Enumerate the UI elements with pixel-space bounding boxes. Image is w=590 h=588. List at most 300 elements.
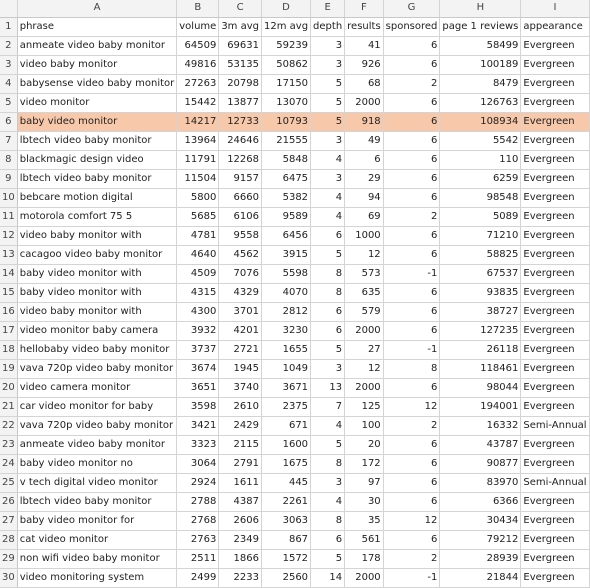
cell-g[interactable]: 2 [383,549,440,568]
cell-g[interactable]: 6 [383,150,440,169]
cell-h[interactable]: 16332 [440,416,521,435]
cell-d[interactable]: 1675 [262,454,311,473]
cell-e[interactable]: 8 [311,283,345,302]
cell-i[interactable]: Evergreen [521,245,589,264]
cell-f[interactable]: 20 [345,435,384,454]
cell-c[interactable]: 2721 [219,340,262,359]
cell-e[interactable]: 4 [311,416,345,435]
cell-h[interactable]: 5089 [440,207,521,226]
cell-i[interactable]: Evergreen [521,454,589,473]
cell-a[interactable]: babysense video baby monitor [17,74,177,93]
cell-b[interactable]: 4300 [177,302,219,321]
column-header-b[interactable]: B [177,0,219,17]
cell-c[interactable]: 2429 [219,416,262,435]
cell-i[interactable]: Evergreen [521,492,589,511]
cell-h[interactable]: 5542 [440,131,521,150]
row-number[interactable]: 24 [0,454,17,473]
cell-a[interactable]: baby video monitor with [17,264,177,283]
cell-h[interactable]: 79212 [440,530,521,549]
cell-e[interactable]: 3 [311,169,345,188]
cell-a[interactable]: video monitor [17,93,177,112]
cell-a[interactable]: video baby monitor with [17,226,177,245]
cell-f[interactable]: 69 [345,207,384,226]
cell-f[interactable]: 49 [345,131,384,150]
cell-f[interactable]: 6 [345,150,384,169]
cell-h[interactable]: 6259 [440,169,521,188]
cell-d[interactable]: 5848 [262,150,311,169]
cell-c[interactable]: 24646 [219,131,262,150]
cell-i[interactable]: Evergreen [521,283,589,302]
cell-d[interactable]: 3230 [262,321,311,340]
cell-g[interactable]: 6 [383,112,440,131]
row-number[interactable]: 22 [0,416,17,435]
cell-c[interactable]: 9157 [219,169,262,188]
cell-g[interactable]: 2 [383,74,440,93]
cell-e[interactable]: 6 [311,530,345,549]
cell-c[interactable]: 2791 [219,454,262,473]
cell-i[interactable]: Evergreen [521,549,589,568]
cell-a[interactable]: video baby monitor [17,55,177,74]
cell-i[interactable]: Semi-Annual [521,473,589,492]
cell-d[interactable]: 59239 [262,36,311,55]
cell-c[interactable]: 4329 [219,283,262,302]
cell-c[interactable]: 3701 [219,302,262,321]
cell-g[interactable]: -1 [383,340,440,359]
cell-c[interactable]: 3740 [219,378,262,397]
cell-f[interactable]: 2000 [345,93,384,112]
cell-f[interactable]: 35 [345,511,384,530]
cell-b[interactable]: 11504 [177,169,219,188]
cell-c[interactable]: 6660 [219,188,262,207]
cell-h[interactable]: 6366 [440,492,521,511]
cell-d[interactable]: 6456 [262,226,311,245]
cell-i[interactable]: Evergreen [521,321,589,340]
cell-c[interactable]: 9558 [219,226,262,245]
cell-a[interactable]: car video monitor for baby [17,397,177,416]
select-all-corner[interactable] [0,0,17,17]
cell-c[interactable]: 2610 [219,397,262,416]
cell-g[interactable]: 6 [383,321,440,340]
cell-f[interactable]: 68 [345,74,384,93]
cell-a[interactable]: baby video monitor with [17,283,177,302]
cell-a[interactable]: non wifi video baby monitor [17,549,177,568]
cell-d[interactable]: 50862 [262,55,311,74]
cell-a[interactable]: video monitor baby camera [17,321,177,340]
cell-d[interactable]: 13070 [262,93,311,112]
cell-c[interactable]: 2233 [219,568,262,587]
cell-g[interactable]: 6 [383,530,440,549]
cell-a[interactable]: baby video monitor [17,112,177,131]
cell-i[interactable]: Evergreen [521,264,589,283]
column-header-c[interactable]: C [219,0,262,17]
cell-b[interactable]: 5685 [177,207,219,226]
column-header-a[interactable]: A [17,0,177,17]
cell-c[interactable]: 6106 [219,207,262,226]
cell-e[interactable]: 3 [311,36,345,55]
cell-h[interactable]: 58825 [440,245,521,264]
row-number[interactable]: 1 [0,17,17,36]
cell-b[interactable]: 3064 [177,454,219,473]
row-number[interactable]: 17 [0,321,17,340]
cell-b[interactable]: 2924 [177,473,219,492]
cell-g[interactable]: 6 [383,36,440,55]
row-number[interactable]: 15 [0,283,17,302]
cell-h[interactable]: 67537 [440,264,521,283]
cell-e[interactable]: 5 [311,245,345,264]
cell-i[interactable]: Evergreen [521,568,589,587]
cell-e[interactable]: 5 [311,435,345,454]
cell-header-sponsored[interactable]: sponsored [383,17,440,36]
cell-e[interactable]: 14 [311,568,345,587]
cell-e[interactable]: 3 [311,359,345,378]
cell-b[interactable]: 3737 [177,340,219,359]
cell-c[interactable]: 53135 [219,55,262,74]
cell-i[interactable]: Evergreen [521,74,589,93]
cell-i[interactable]: Semi-Annual [521,416,589,435]
cell-h[interactable]: 100189 [440,55,521,74]
cell-a[interactable]: anmeate video baby monitor [17,435,177,454]
cell-f[interactable]: 579 [345,302,384,321]
cell-g[interactable]: 2 [383,207,440,226]
cell-h[interactable]: 38727 [440,302,521,321]
cell-i[interactable]: Evergreen [521,435,589,454]
column-header-d[interactable]: D [262,0,311,17]
cell-e[interactable]: 13 [311,378,345,397]
cell-a[interactable]: cat video monitor [17,530,177,549]
cell-a[interactable]: bebcare motion digital [17,188,177,207]
cell-i[interactable]: Evergreen [521,188,589,207]
cell-c[interactable]: 13877 [219,93,262,112]
cell-d[interactable]: 1049 [262,359,311,378]
cell-g[interactable]: 6 [383,226,440,245]
row-number[interactable]: 11 [0,207,17,226]
row-number[interactable]: 6 [0,112,17,131]
cell-f[interactable]: 27 [345,340,384,359]
cell-d[interactable]: 9589 [262,207,311,226]
cell-e[interactable]: 4 [311,188,345,207]
cell-e[interactable]: 6 [311,321,345,340]
cell-c[interactable]: 2115 [219,435,262,454]
cell-h[interactable]: 110 [440,150,521,169]
cell-h[interactable]: 126763 [440,93,521,112]
cell-header-page-1-reviews[interactable]: page 1 reviews [440,17,521,36]
cell-e[interactable]: 5 [311,112,345,131]
cell-b[interactable]: 2788 [177,492,219,511]
row-number[interactable]: 9 [0,169,17,188]
cell-a[interactable]: vava 720p video baby monitor [17,359,177,378]
cell-e[interactable]: 6 [311,226,345,245]
cell-a[interactable]: anmeate video baby monitor [17,36,177,55]
cell-header-12m-avg[interactable]: 12m avg [262,17,311,36]
cell-c[interactable]: 1945 [219,359,262,378]
cell-h[interactable]: 26118 [440,340,521,359]
cell-g[interactable]: 6 [383,245,440,264]
cell-i[interactable]: Evergreen [521,397,589,416]
cell-d[interactable]: 3915 [262,245,311,264]
cell-g[interactable]: 6 [383,169,440,188]
cell-c[interactable]: 12268 [219,150,262,169]
cell-e[interactable]: 4 [311,492,345,511]
cell-a[interactable]: video monitoring system [17,568,177,587]
cell-a[interactable]: vava 720p video baby monitor [17,416,177,435]
cell-f[interactable]: 41 [345,36,384,55]
row-number[interactable]: 7 [0,131,17,150]
cell-h[interactable]: 58499 [440,36,521,55]
cell-e[interactable]: 3 [311,55,345,74]
cell-i[interactable]: Evergreen [521,131,589,150]
cell-header-appearance[interactable]: appearance [521,17,589,36]
row-number[interactable]: 27 [0,511,17,530]
cell-d[interactable]: 10793 [262,112,311,131]
cell-f[interactable]: 635 [345,283,384,302]
cell-f[interactable]: 918 [345,112,384,131]
cell-d[interactable]: 445 [262,473,311,492]
cell-a[interactable]: lbtech video baby monitor [17,131,177,150]
row-number[interactable]: 25 [0,473,17,492]
cell-f[interactable]: 125 [345,397,384,416]
column-header-i[interactable]: I [521,0,589,17]
column-header-h[interactable]: H [440,0,521,17]
cell-g[interactable]: 6 [383,302,440,321]
cell-e[interactable]: 8 [311,454,345,473]
cell-d[interactable]: 1600 [262,435,311,454]
cell-b[interactable]: 5800 [177,188,219,207]
cell-e[interactable]: 6 [311,302,345,321]
cell-d[interactable]: 3671 [262,378,311,397]
cell-g[interactable]: 6 [383,378,440,397]
cell-b[interactable]: 27263 [177,74,219,93]
cell-i[interactable]: Evergreen [521,150,589,169]
cell-d[interactable]: 2812 [262,302,311,321]
cell-i[interactable]: Evergreen [521,378,589,397]
cell-i[interactable]: Evergreen [521,169,589,188]
cell-a[interactable]: motorola comfort 75 5 [17,207,177,226]
cell-b[interactable]: 3598 [177,397,219,416]
cell-b[interactable]: 2511 [177,549,219,568]
row-number[interactable]: 20 [0,378,17,397]
row-number[interactable]: 8 [0,150,17,169]
cell-e[interactable]: 4 [311,150,345,169]
row-number[interactable]: 18 [0,340,17,359]
cell-c[interactable]: 1611 [219,473,262,492]
cell-e[interactable]: 8 [311,264,345,283]
cell-c[interactable]: 69631 [219,36,262,55]
cell-a[interactable]: video baby monitor with [17,302,177,321]
row-number[interactable]: 28 [0,530,17,549]
cell-i[interactable]: Evergreen [521,207,589,226]
column-header-g[interactable]: G [383,0,440,17]
cell-i[interactable]: Evergreen [521,36,589,55]
cell-header-volume[interactable]: volume [177,17,219,36]
row-number[interactable]: 2 [0,36,17,55]
cell-e[interactable]: 4 [311,207,345,226]
cell-g[interactable]: 12 [383,397,440,416]
cell-b[interactable]: 2499 [177,568,219,587]
cell-c[interactable]: 2349 [219,530,262,549]
cell-a[interactable]: v tech digital video monitor [17,473,177,492]
row-number[interactable]: 29 [0,549,17,568]
cell-g[interactable]: 6 [383,435,440,454]
cell-g[interactable]: 6 [383,283,440,302]
cell-e[interactable]: 8 [311,511,345,530]
cell-d[interactable]: 2261 [262,492,311,511]
cell-f[interactable]: 2000 [345,321,384,340]
row-number[interactable]: 16 [0,302,17,321]
cell-i[interactable]: Evergreen [521,530,589,549]
cell-f[interactable]: 172 [345,454,384,473]
cell-e[interactable]: 5 [311,93,345,112]
row-number[interactable]: 3 [0,55,17,74]
cell-b[interactable]: 15442 [177,93,219,112]
cell-h[interactable]: 28939 [440,549,521,568]
row-number[interactable]: 19 [0,359,17,378]
cell-h[interactable]: 118461 [440,359,521,378]
row-number[interactable]: 23 [0,435,17,454]
column-header-f[interactable]: F [345,0,384,17]
cell-header-phrase[interactable]: phrase [17,17,177,36]
cell-g[interactable]: 12 [383,511,440,530]
cell-g[interactable]: 6 [383,492,440,511]
cell-f[interactable]: 561 [345,530,384,549]
cell-b[interactable]: 11791 [177,150,219,169]
cell-f[interactable]: 178 [345,549,384,568]
cell-d[interactable]: 6475 [262,169,311,188]
row-number[interactable]: 13 [0,245,17,264]
cell-c[interactable]: 4201 [219,321,262,340]
cell-d[interactable]: 671 [262,416,311,435]
cell-b[interactable]: 4781 [177,226,219,245]
cell-i[interactable]: Evergreen [521,112,589,131]
cell-a[interactable]: lbtech video baby monitor [17,492,177,511]
cell-i[interactable]: Evergreen [521,340,589,359]
cell-b[interactable]: 14217 [177,112,219,131]
cell-d[interactable]: 17150 [262,74,311,93]
cell-d[interactable]: 5598 [262,264,311,283]
cell-a[interactable]: video camera monitor [17,378,177,397]
cell-f[interactable]: 94 [345,188,384,207]
cell-g[interactable]: 6 [383,188,440,207]
row-number[interactable]: 21 [0,397,17,416]
row-number[interactable]: 12 [0,226,17,245]
cell-i[interactable]: Evergreen [521,93,589,112]
cell-h[interactable]: 194001 [440,397,521,416]
cell-b[interactable]: 3421 [177,416,219,435]
cell-c[interactable]: 1866 [219,549,262,568]
cell-g[interactable]: 6 [383,454,440,473]
cell-f[interactable]: 100 [345,416,384,435]
cell-d[interactable]: 2560 [262,568,311,587]
cell-h[interactable]: 30434 [440,511,521,530]
cell-c[interactable]: 2606 [219,511,262,530]
cell-e[interactable]: 3 [311,473,345,492]
cell-d[interactable]: 4070 [262,283,311,302]
cell-e[interactable]: 5 [311,340,345,359]
cell-a[interactable]: baby video monitor for [17,511,177,530]
cell-f[interactable]: 926 [345,55,384,74]
cell-h[interactable]: 83970 [440,473,521,492]
cell-b[interactable]: 3323 [177,435,219,454]
cell-g[interactable]: 6 [383,55,440,74]
cell-header-3m-avg[interactable]: 3m avg [219,17,262,36]
cell-c[interactable]: 7076 [219,264,262,283]
cell-d[interactable]: 5382 [262,188,311,207]
cell-h[interactable]: 8479 [440,74,521,93]
cell-h[interactable]: 21844 [440,568,521,587]
cell-f[interactable]: 29 [345,169,384,188]
row-number[interactable]: 30 [0,568,17,587]
cell-f[interactable]: 2000 [345,378,384,397]
cell-a[interactable]: blackmagic design video [17,150,177,169]
cell-i[interactable]: Evergreen [521,302,589,321]
cell-b[interactable]: 2768 [177,511,219,530]
cell-d[interactable]: 867 [262,530,311,549]
cell-f[interactable]: 573 [345,264,384,283]
cell-b[interactable]: 4315 [177,283,219,302]
cell-d[interactable]: 21555 [262,131,311,150]
row-number[interactable]: 10 [0,188,17,207]
cell-g[interactable]: 6 [383,131,440,150]
cell-i[interactable]: Evergreen [521,226,589,245]
cell-a[interactable]: cacagoo video baby monitor [17,245,177,264]
cell-i[interactable]: Evergreen [521,511,589,530]
cell-h[interactable]: 98044 [440,378,521,397]
row-number[interactable]: 26 [0,492,17,511]
cell-f[interactable]: 97 [345,473,384,492]
cell-d[interactable]: 1572 [262,549,311,568]
column-header-e[interactable]: E [311,0,345,17]
cell-d[interactable]: 3063 [262,511,311,530]
cell-c[interactable]: 4387 [219,492,262,511]
cell-h[interactable]: 90877 [440,454,521,473]
cell-e[interactable]: 3 [311,131,345,150]
cell-g[interactable]: 6 [383,93,440,112]
cell-f[interactable]: 1000 [345,226,384,245]
row-number[interactable]: 4 [0,74,17,93]
cell-e[interactable]: 5 [311,74,345,93]
cell-e[interactable]: 5 [311,549,345,568]
cell-b[interactable]: 3674 [177,359,219,378]
cell-f[interactable]: 12 [345,245,384,264]
cell-b[interactable]: 3651 [177,378,219,397]
cell-i[interactable]: Evergreen [521,359,589,378]
cell-g[interactable]: -1 [383,568,440,587]
cell-c[interactable]: 4562 [219,245,262,264]
cell-g[interactable]: 2 [383,416,440,435]
cell-g[interactable]: 8 [383,359,440,378]
cell-f[interactable]: 2000 [345,568,384,587]
cell-a[interactable]: baby video monitor no [17,454,177,473]
cell-a[interactable]: lbtech video baby monitor [17,169,177,188]
cell-h[interactable]: 71210 [440,226,521,245]
cell-b[interactable]: 3932 [177,321,219,340]
cell-i[interactable]: Evergreen [521,55,589,74]
cell-d[interactable]: 2375 [262,397,311,416]
cell-c[interactable]: 12733 [219,112,262,131]
cell-b[interactable]: 64509 [177,36,219,55]
cell-header-results[interactable]: results [345,17,384,36]
cell-b[interactable]: 49816 [177,55,219,74]
cell-g[interactable]: -1 [383,264,440,283]
cell-h[interactable]: 127235 [440,321,521,340]
cell-h[interactable]: 43787 [440,435,521,454]
cell-b[interactable]: 13964 [177,131,219,150]
cell-h[interactable]: 93835 [440,283,521,302]
cell-g[interactable]: 6 [383,473,440,492]
cell-e[interactable]: 7 [311,397,345,416]
cell-f[interactable]: 12 [345,359,384,378]
row-number[interactable]: 14 [0,264,17,283]
cell-b[interactable]: 4509 [177,264,219,283]
